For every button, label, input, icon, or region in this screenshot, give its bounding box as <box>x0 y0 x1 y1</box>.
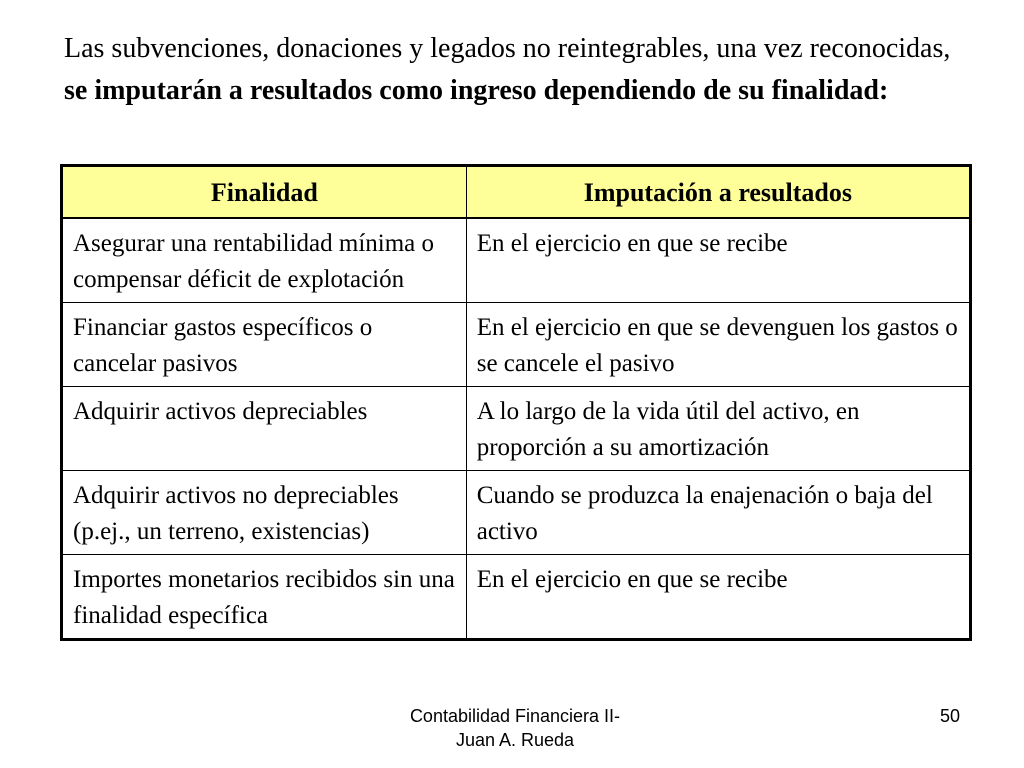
cell-finalidad: Adquirir activos depreciables <box>62 387 467 471</box>
table-row <box>62 218 971 303</box>
page-number: 50 <box>939 706 960 726</box>
cell-imputacion: En el ejercicio en que se recibe <box>466 218 970 303</box>
table-row <box>62 471 971 555</box>
intro-paragraph <box>64 28 964 112</box>
header-finalidad: Finalidad <box>62 166 467 219</box>
table-row <box>62 303 971 387</box>
table-row <box>62 387 971 471</box>
cell-finalidad: Financiar gastos específicos o cancelar pasivos <box>62 303 467 387</box>
cell-finalidad: Importes monetarios recibidos sin una finalidad específica <box>62 555 467 640</box>
intro-bold-text: se imputarán a resultados como ingreso dependiendo de su finalidad: <box>64 75 889 106</box>
table-row <box>62 555 971 640</box>
finalidad-table <box>60 164 972 641</box>
footer-credit <box>380 704 650 752</box>
table-header-row <box>62 166 971 219</box>
header-imputacion: Imputación a resultados <box>466 166 970 219</box>
cell-finalidad: Asegurar una rentabilidad mínima o compensar déficit de explotación <box>62 218 467 303</box>
cell-imputacion: En el ejercicio en que se recibe <box>466 555 970 640</box>
footer-credit-line1: Contabilidad Financiera II- <box>409 706 621 726</box>
cell-imputacion: A lo largo de la vida útil del activo, en proporción a su amortización <box>466 387 970 471</box>
cell-imputacion: Cuando se produzca la enajenación o baja del activo <box>466 471 970 555</box>
footer-credit-line2: Juan A. Rueda <box>455 730 575 750</box>
cell-finalidad: Adquirir activos no depreciables (p.ej., un terreno, existencias) <box>62 471 467 555</box>
cell-imputacion: En el ejercicio en que se devenguen los gastos o se cancele el pasivo <box>466 303 970 387</box>
intro-plain-text: Las subvenciones, donaciones y legados no reintegrables, una vez reconocidas, <box>64 33 951 64</box>
